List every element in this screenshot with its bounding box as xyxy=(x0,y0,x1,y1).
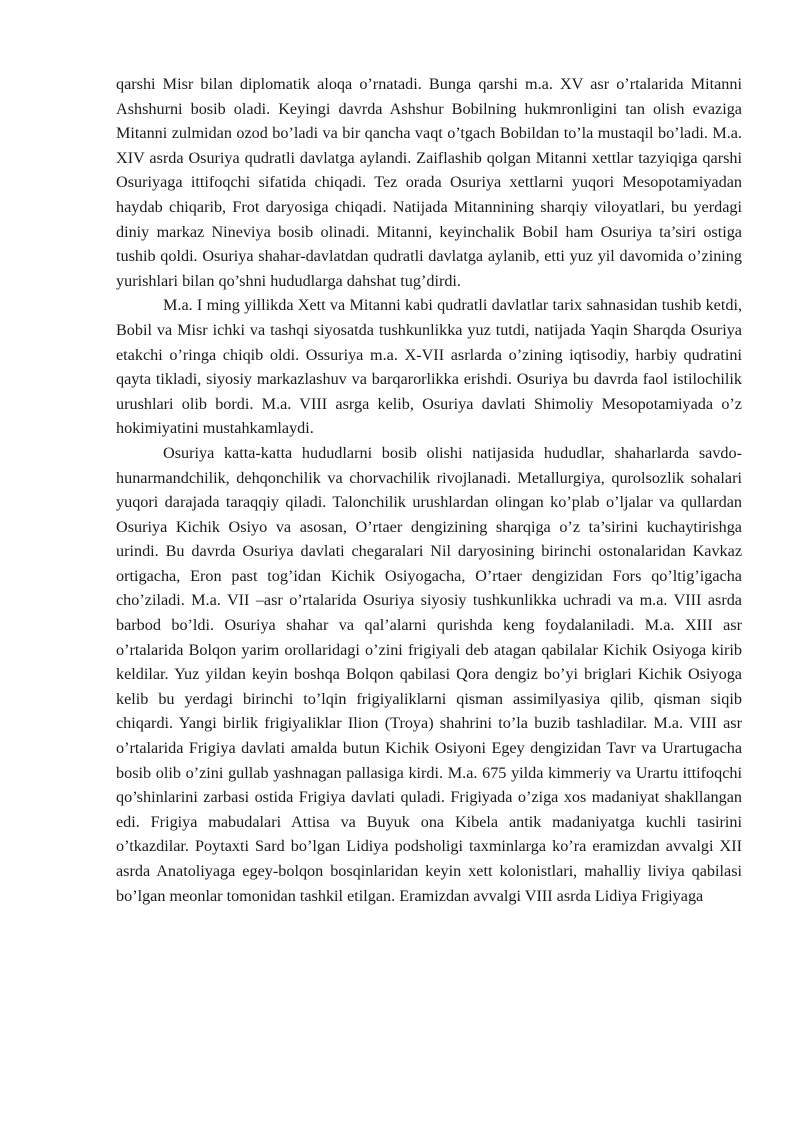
paragraph-3: Osuriya katta-katta hududlarni bosib olishi natijasida hududlar, shaharlarda savdo-hunarmandchilik, dehqonchilik va chorvachilik rivojlanadi. Metallurgiya, qurolsozlik sohalari yuqori darajada taraqqiy qiladi. Talonchilik urushlardan olingan ko’plab o’ljalar va qullardan Osuriya Kichik Osiyo va asosan, O’rtaer dengizining sharqiga o’z ta’sirini kuchaytirishga urindi. Bu davrda Osuriya davlati chegaralari Nil daryosining birinchi ostonalaridan Kavkaz ortigacha, Eron past tog’idan Kichik Osiyogacha, O’rtaer dengizidan Fors qo’ltig’igacha cho’ziladi. M.a. VII –asr o’rtalarida Osuriya siyosiy tushkunlikka uchradi va m.a. VIII asrda barbod bo’ldi. Osuriya shahar va qal’alarni qurishda keng foydalaniladi. M.a. XIII asr o’rtalarida Bolqon yarim orollaridagi o’zini frigiyali deb atagan qabilalar Kichik Osiyoga kirib keldilar. Yuz yildan keyin boshqa Bolqon qabilasi Qora dengiz bo’yi briglari Kichik Osiyoga kelib bu yerdagi birinchi to’lqin frigiyaliklarni qisman assimilyasiya qilib, qisman siqib chiqardi. Yangi birlik frigiyaliklar Ilion (Troya) shahrini to’la buzib tashladilar. M.a. VIII asr o’rtalarida Frigiya davlati amalda butun Kichik Osiyoni Egey dengizidan Tavr va Urartugacha bosib olib o’zini gullab yashnagan pallasiga kirdi. M.a. 675 yilda kimmeriy va Urartu ittifoqchi qo’shinlarini zarbasi ostida Frigiya davlati quladi. Frigiyada o’ziga xos madaniyat shakllangan edi. Frigiya mabudalari Attisa va Buyuk ona Kibela antik madaniyatga kuchli tasirini o’tkazdilar. Poytaxti Sard bo’lgan Lidiya podsholigi taxminlarga ko’ra eramizdan avvalgi XII asrda Anatoliyaga egey-bolqon bosqinlaridan keyin xett kolonistlari, mahalliy liviya qabilasi bo’lgan meonlar tomonidan tashkil etilgan. Eramizdan avvalgi VIII asrda Lidiya Frigiyaga xyxy=(116,443,742,905)
document-page xyxy=(116,72,742,908)
paragraph-1: qarshi Misr bilan diplomatik aloqa o’rnatadi. Bunga qarshi m.a. XV asr o’rtalarida Mitanni Ashshurni bosib oladi. Keyingi davrda Ashshur Bobilning hukmronligini tan olish evaziga Mitanni zulmidan ozod bo’ladi va bir qancha vaqt o’tgach Bobildan to’la mustaqil bo’ladi. M.a. XIV asrda Osuriya qudratli davlatga aylandi. Zaiflashib qolgan Mitanni xettlar tazyiqiga qarshi Osuriyaga ittifoqchi sifatida chiqadi. Tez orada Osuriya xettlarni yuqori Mesopotamiyadan haydab chiqarib, Frot daryosiga chiqadi. Natijada Mitannining sharqiy viloyatlari, bu yerdagi diniy markaz Nineviya bosib olinadi. Mitanni, keyinchalik Bobil ham Osuriya ta’siri ostiga tushib qoldi. Osuriya shahar-davlatdan qudratli davlatga aylanib, etti yuz yil davomida o’zining yurishlari bilan qo’shni hududlarga dahshat tug’dirdi. xyxy=(116,75,742,290)
paragraph-2: M.a. I ming yillikda Xett va Mitanni kabi qudratli davlatlar tarix sahnasidan tushib ketdi, Bobil va Misr ichki va tashqi siyosatda tushkunlikka yuz tutdi, natijada Yaqin Sharqda Osuriya etakchi o’ringa chiqib oldi. Ossuriya m.a. X-VII asrlarda o’zining iqtisodiy, harbiy qudratini qayta tikladi, siyosiy markazlashuv va barqarorlikka erishdi. Osuriya bu davrda faol istilochilik urushlari olib bordi. M.a. VIII asrga kelib, Osuriya davlati Shimoliy Mesopotamiyada o’z hokimiyatini mustahkamlaydi. xyxy=(116,296,742,438)
